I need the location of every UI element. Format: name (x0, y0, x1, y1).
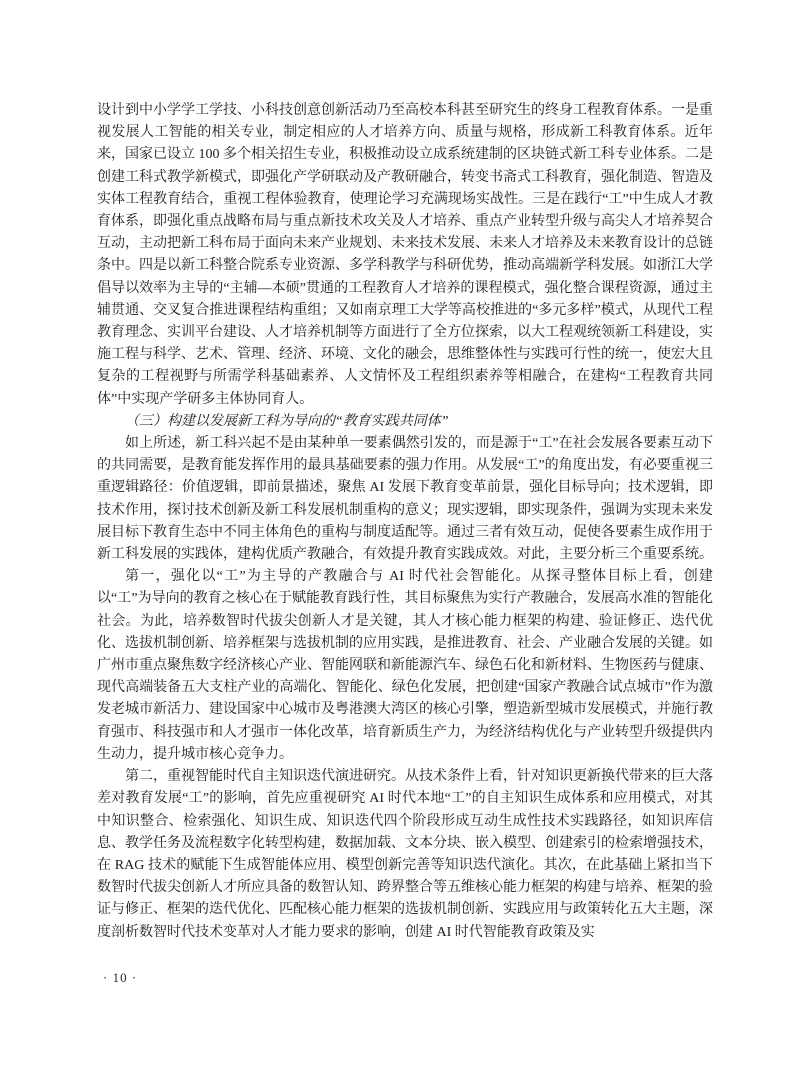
page-number: · 10 · (103, 970, 138, 985)
paragraph-overview: 如上所述，新工科兴起不是由某种单一要素偶然引发的，而是源于“工”在社会发展各要素互动下的共同需要，是教育能发挥作用的最具基础要素的强力作用。从发展“工”的角度出发，有必要重视三重逻辑路径：价值逻辑，即前景描述，聚焦 AI 发展下教育变革前景，强化目标导向；技术逻辑，即技术作用，探讨技术创新及新工科发展机制重构的意义；现实逻辑，即实现条件，强调为实现未来发展目标下教育生态中不同主体角色的重构与制度适配等。通过三者有效互动，促使各要素生成作用于新工科发展的实践体，建构优质产教融合，有效提升教育实践成效。对此，主要分析三个重要系统。 (97, 436, 713, 563)
paragraph-second-point: 第二，重视智能时代自主知识迭代演进研究。从技术条件上看，针对知识更新换代带来的巨大落差对教育发展“工”的影响，首先应重视研究 AI 时代本地“工”的自主知识生成体系和应用模式，对其中知识整合、检索强化、知识生成、知识迭代四个阶段形成互动生成性技术实践路径，如知识库信息、教学任务及流程数字化转型构建，数据加载、文本分块、嵌入模型、创建索引的检索增强技术，在 RAG 技术的赋能下生成智能体应用、模型创新完善等知识迭代演化。其次，在此基础上紧扣当下数智时代拔尖创新人才所应具备的数智认知、跨界整合等五维核心能力框架的构建与培养、框架的验证与修正、框架的迭代优化、匹配核心能力框架的选拔机制创新、实践应用与政策转化五大主题，深度剖析数智时代技术变革对人才能力要求的影响，创建 AI 时代智能教育政策及实 (97, 769, 713, 940)
text-block (97, 100, 713, 944)
section-heading: （三）构建以发展新工科为导向的“教育实践共同体” (125, 413, 449, 429)
paragraph-continuation: 设计到中小学学工学技、小科技创意创新活动乃至高校本科甚至研究生的终身工程教育体系。一是重视发展人工智能的相关专业，制定相应的人才培养方向、质量与规格，形成新工科教育体系。近年来，国家已设立 100 多个相关招生专业，积极推动设立成系统建制的区块链式新工科专业体系。二是创建工科式教学新模式，即强化产学研联动及产教研融合，转变书斋式工科教育，强化制造、智造及实体工程教育结合，重视工程体验教育，使理论学习充满现场实战性。三是在践行“工”中生成人才教育体系，即强化重点战略布局与重点新技术攻关及人才培养、重点产业转型升级与高尖人才培养契合互动，主动把新工科布局于面向未来产业规划、未来技术发展、未来人才培养及未来教育设计的总链条中。四是以新工科整合院系专业资源、多学科教学与科研优势，推动高端新学科发展。如浙江大学倡导以效率为主导的“主辅—本硕”贯通的工程教育人才培养的课程模式，强化整合课程资源，通过主辅贯通、交叉复合推进课程结构重组；又如南京理工大学等高校推进的“多元多样”模式，从现代工程教育理念、实训平台建设、人才培养机制等方面进行了全方位探索，以大工程观统领新工科建设，实施工程与科学、艺术、管理、经济、环境、文化的融会，思维整体性与实践可行性的统一，使宏大且复杂的工程视野与所需学科基础素养、人文情怀及工程组织素养等相融合，在建构“工程教育共同体”中实现产学研多主体协同育人。 (97, 103, 713, 407)
paragraph-first-point: 第一，强化以“工”为主导的产教融合与 AI 时代社会智能化。从探寻整体目标上看，创建以“工”为导向的教育之核心在于赋能教育践行性，其目标聚焦为实行产教融合，发展高水准的智能化社会。为此，培养数智时代拔尖创新人才是关键，其人才核心能力框架的构建、验证修正、迭代优化、选拔机制创新、培养框架与选拔机制的应用实践，是推进教育、社会、产业融合发展的关键。如广州市重点聚焦数字经济核心产业、智能网联和新能源汽车、绿色石化和新材料、生物医药与健康、现代高端装备五大支柱产业的高端化、智能化、绿色化发展，把创建“国家产教融合试点城市”作为激发老城市新活力、建设国家中心城市及粤港澳大湾区的核心引擎，塑造新型城市发展模式，并施行教育强市、科技强市和人才强市一体化改革，培育新质生产力，为经济结构优化与产业转型升级提供内生动力，提升城市核心竞争力。 (97, 569, 713, 762)
